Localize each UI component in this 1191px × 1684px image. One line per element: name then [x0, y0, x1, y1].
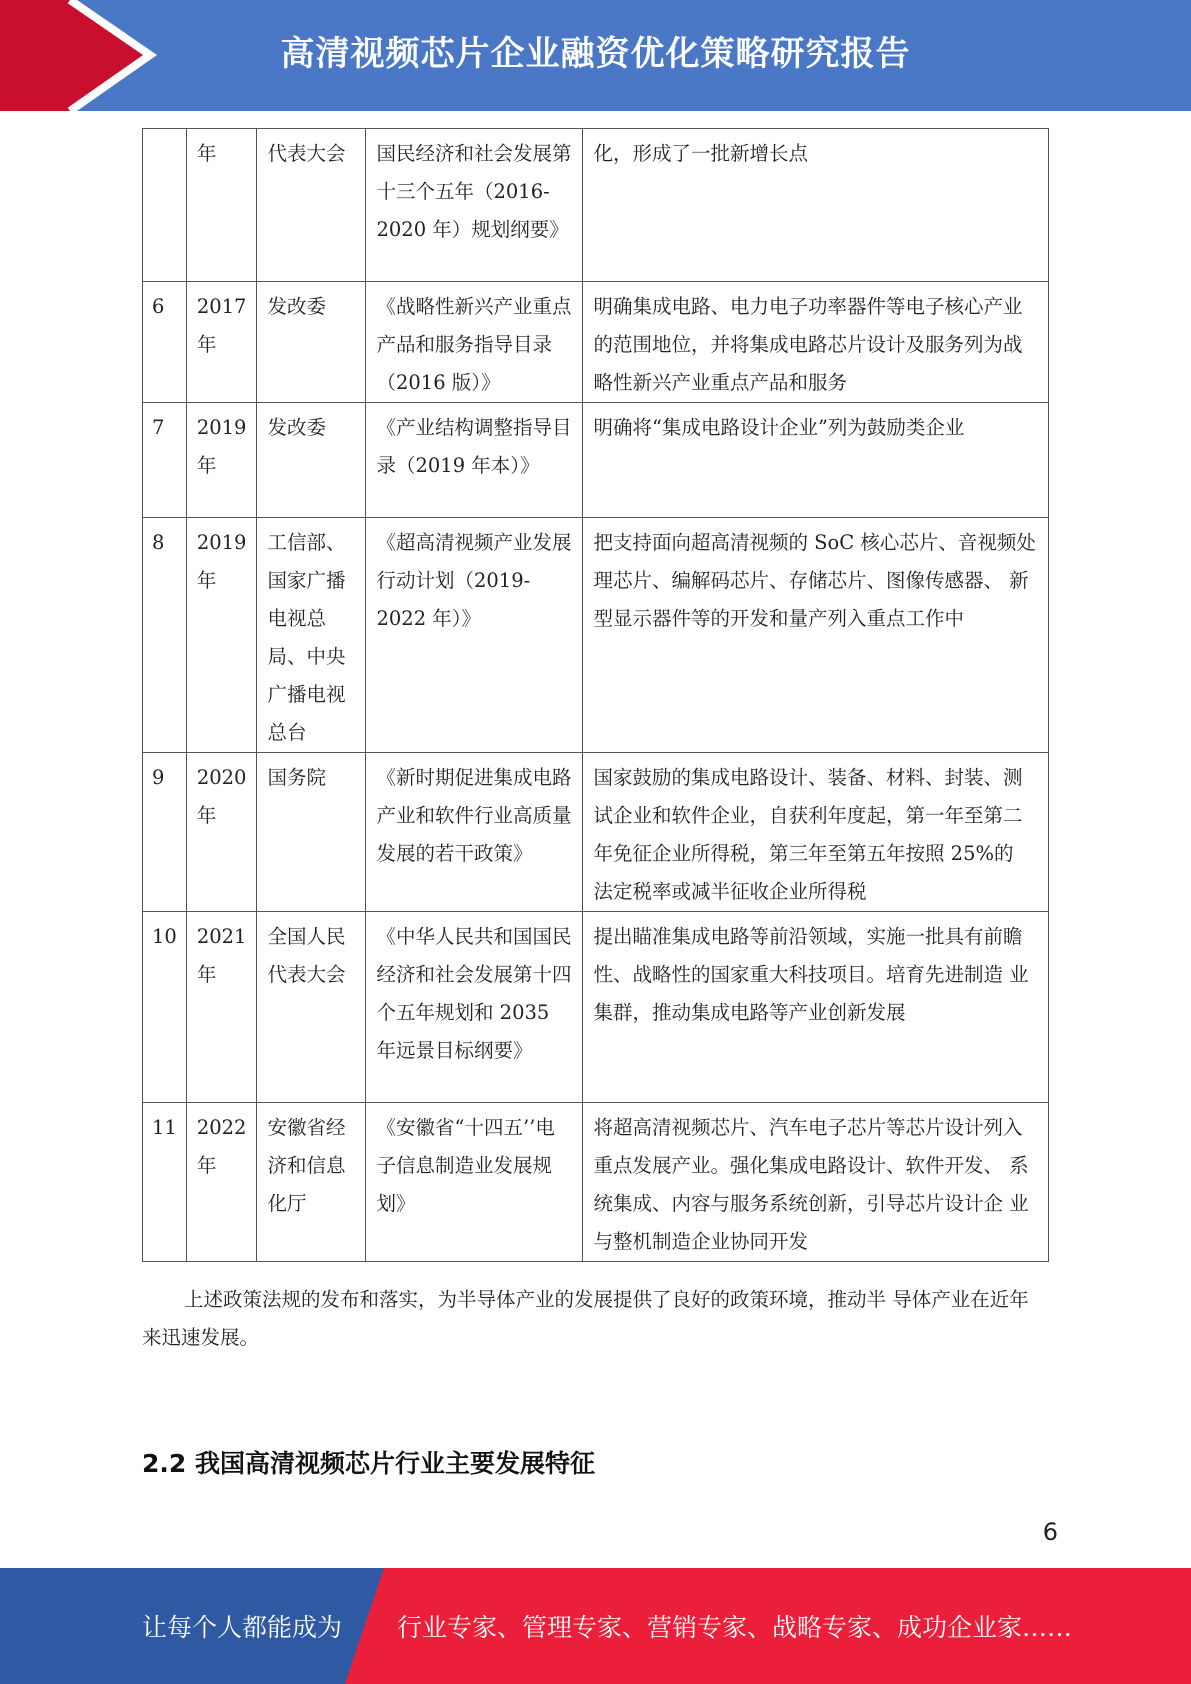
table-row — [143, 753, 1049, 912]
cell-doc: 《中华人民共和国国民经济和社会发展第十四个五年规划和 2035 年远景目标纲要》 — [366, 912, 583, 1103]
cell-doc: 《安徽省“十四五’’电子信息制造业发展规划》 — [366, 1103, 583, 1262]
page-footer — [0, 1568, 1191, 1684]
cell-doc: 国民经济和社会发展第十三个五年（2016-2020 年）规划纲要》 — [366, 129, 583, 282]
cell-dept: 全国人民代表大会 — [257, 912, 366, 1103]
body-paragraph: 上述政策法规的发布和落实，为半导体产业的发展提供了良好的政策环境，推动半 导体产业在近年来迅速发展。 — [142, 1288, 1029, 1349]
cell-doc: 《超高清视频产业发展行动计划（2019-2022 年）》 — [366, 518, 583, 753]
cell-doc: 《新时期促进集成电路产业和软件行业高质量发展的若干政策》 — [366, 753, 583, 912]
cell-no: 6 — [143, 282, 187, 403]
table-row — [143, 518, 1049, 753]
cell-content: 明确集成电路、电力电子功率器件等电子核心产业的范围地位，并将集成电路芯片设计及服务列为战略性新兴产业重点产品和服务 — [583, 282, 1049, 403]
cell-no: 9 — [143, 753, 187, 912]
cell-doc: 《产业结构调整指导目录（2019 年本）》 — [366, 403, 583, 518]
cell-year: 2021年 — [186, 912, 257, 1103]
table-row — [143, 403, 1049, 518]
cell-content: 把支持面向超高清视频的 SoC 核心芯片、音视频处理芯片、编解码芯片、存储芯片、图像传感器、 新型显示器件等的开发和量产列入重点工作中 — [583, 518, 1049, 753]
cell-doc: 《战略性新兴产业重点产品和服务指导目录（2016 版）》 — [366, 282, 583, 403]
cell-content: 将超高清视频芯片、汽车电子芯片等芯片设计列入重点发展产业。强化集成电路设计、软件开发、 系统集成、内容与服务系统创新，引导芯片设计企 业与整机制造企业协同开发 — [583, 1103, 1049, 1262]
cell-year: 2017年 — [186, 282, 257, 403]
cell-no: 10 — [143, 912, 187, 1103]
cell-dept: 代表大会 — [257, 129, 366, 282]
cell-dept: 安徽省经济和信息化厅 — [257, 1103, 366, 1262]
footer-slogan-left: 让每个人都能成为 — [142, 1613, 343, 1642]
table-row — [143, 282, 1049, 403]
cell-year: 2019年 — [186, 518, 257, 753]
table-row — [143, 912, 1049, 1103]
cell-year: 年 — [186, 129, 257, 282]
page-number: 6 — [1042, 1518, 1058, 1546]
cell-content: 提出瞄准集成电路等前沿领域，实施一批具有前瞻性、战略性的国家重大科技项目。培育先进制造 业集群，推动集成电路等产业创新发展 — [583, 912, 1049, 1103]
header-title: 高清视频芯片企业融资优化策略研究报告 — [280, 34, 911, 74]
cell-year: 2022年 — [186, 1103, 257, 1262]
cell-no: 11 — [143, 1103, 187, 1262]
footer-slogan-right: 行业专家、管理专家、营销专家、战略专家、成功企业家…… — [397, 1613, 1073, 1642]
cell-content: 明确将“集成电路设计企业”列为鼓励类企业 — [583, 403, 1049, 518]
cell-dept: 发改委 — [257, 282, 366, 403]
section-heading: 2.2 我国高清视频芯片行业主要发展特征 — [142, 1449, 595, 1478]
policy-table — [142, 128, 1049, 1262]
cell-no: 8 — [143, 518, 187, 753]
cell-dept: 工信部、国家广播电视总局、中央广播电视总台 — [257, 518, 366, 753]
page-header — [0, 0, 1191, 111]
cell-no: 7 — [143, 403, 187, 518]
cell-content: 国家鼓励的集成电路设计、装备、材料、封装、测 试企业和软件企业，自获利年度起，第一年至第二 年免征企业所得税，第三年至第五年按照 25%的 法定税率或减半征收企业所得税 — [583, 753, 1049, 912]
cell-content: 化，形成了一批新增长点 — [583, 129, 1049, 282]
cell-dept: 发改委 — [257, 403, 366, 518]
cell-year: 2020年 — [186, 753, 257, 912]
table-row — [143, 1103, 1049, 1262]
cell-dept: 国务院 — [257, 753, 366, 912]
cell-no — [143, 129, 187, 282]
cell-year: 2019年 — [186, 403, 257, 518]
table-row — [143, 129, 1049, 282]
